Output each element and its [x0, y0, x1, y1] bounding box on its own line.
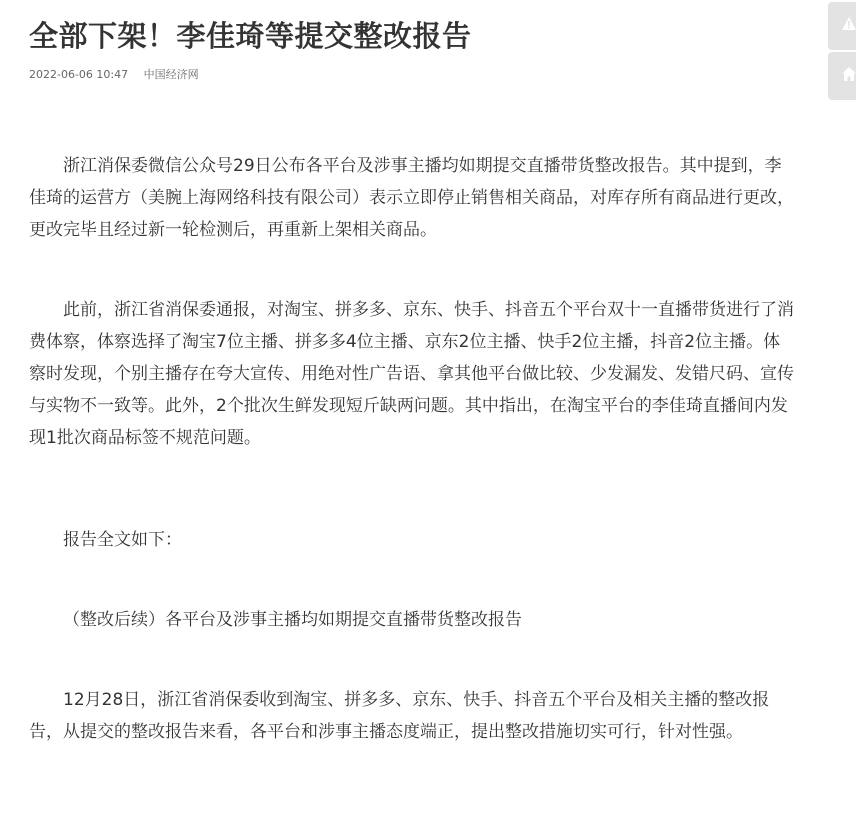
- paragraph-report-title: （整改后续）各平台及涉事主播均如期提交直播带货整改报告: [63, 610, 522, 630]
- warning-icon: [841, 16, 856, 32]
- floating-toolbar: [828, 2, 856, 102]
- article-body: [29, 150, 794, 742]
- article-source[interactable]: 中国经济网: [143, 68, 199, 81]
- report-button[interactable]: [828, 2, 856, 50]
- home-button[interactable]: [828, 52, 856, 100]
- article-meta: [29, 66, 199, 82]
- publish-date: 2022-06-06 10:47: [29, 68, 129, 81]
- paragraph: 报告全文如下：: [63, 530, 182, 550]
- paragraph: 浙江消保委微信公众号29日公布各平台及涉事主播均如期提交直播带货整改报告。其中提到，李佳琦的运营方（美腕上海网络科技有限公司）表示立即停止销售相关商品，对库存所有商品进行更改，更改完毕且经过新一轮检测后，再重新上架相关商品。: [29, 156, 794, 240]
- home-icon: [841, 66, 856, 82]
- article-title: 全部下架！李佳琦等提交整改报告: [29, 19, 472, 53]
- paragraph: 12月28日，浙江省消保委收到淘宝、拼多多、京东、快手、抖音五个平台及相关主播的整改报告，从提交的整改报告来看，各平台和涉事主播态度端正，提出整改措施切实可行，针对性强。: [29, 690, 770, 742]
- paragraph: 此前，浙江省消保委通报，对淘宝、拼多多、京东、快手、抖音五个平台双十一直播带货进行了消费体察，体察选择了淘宝7位主播、拼多多4位主播、京东2位主播、快手2位主播，抖音2位主播。体察时发现，个别主播存在夸大宣传、用绝对性广告语、拿其他平台做比较、少发漏发、发错尺码、宣传与实物不一致等。此外，2个批次生鲜发现短斤缺两问题。其中指出，在淘宝平台的李佳琦直播间内发现1批次商品标签不规范问题。: [29, 300, 794, 448]
